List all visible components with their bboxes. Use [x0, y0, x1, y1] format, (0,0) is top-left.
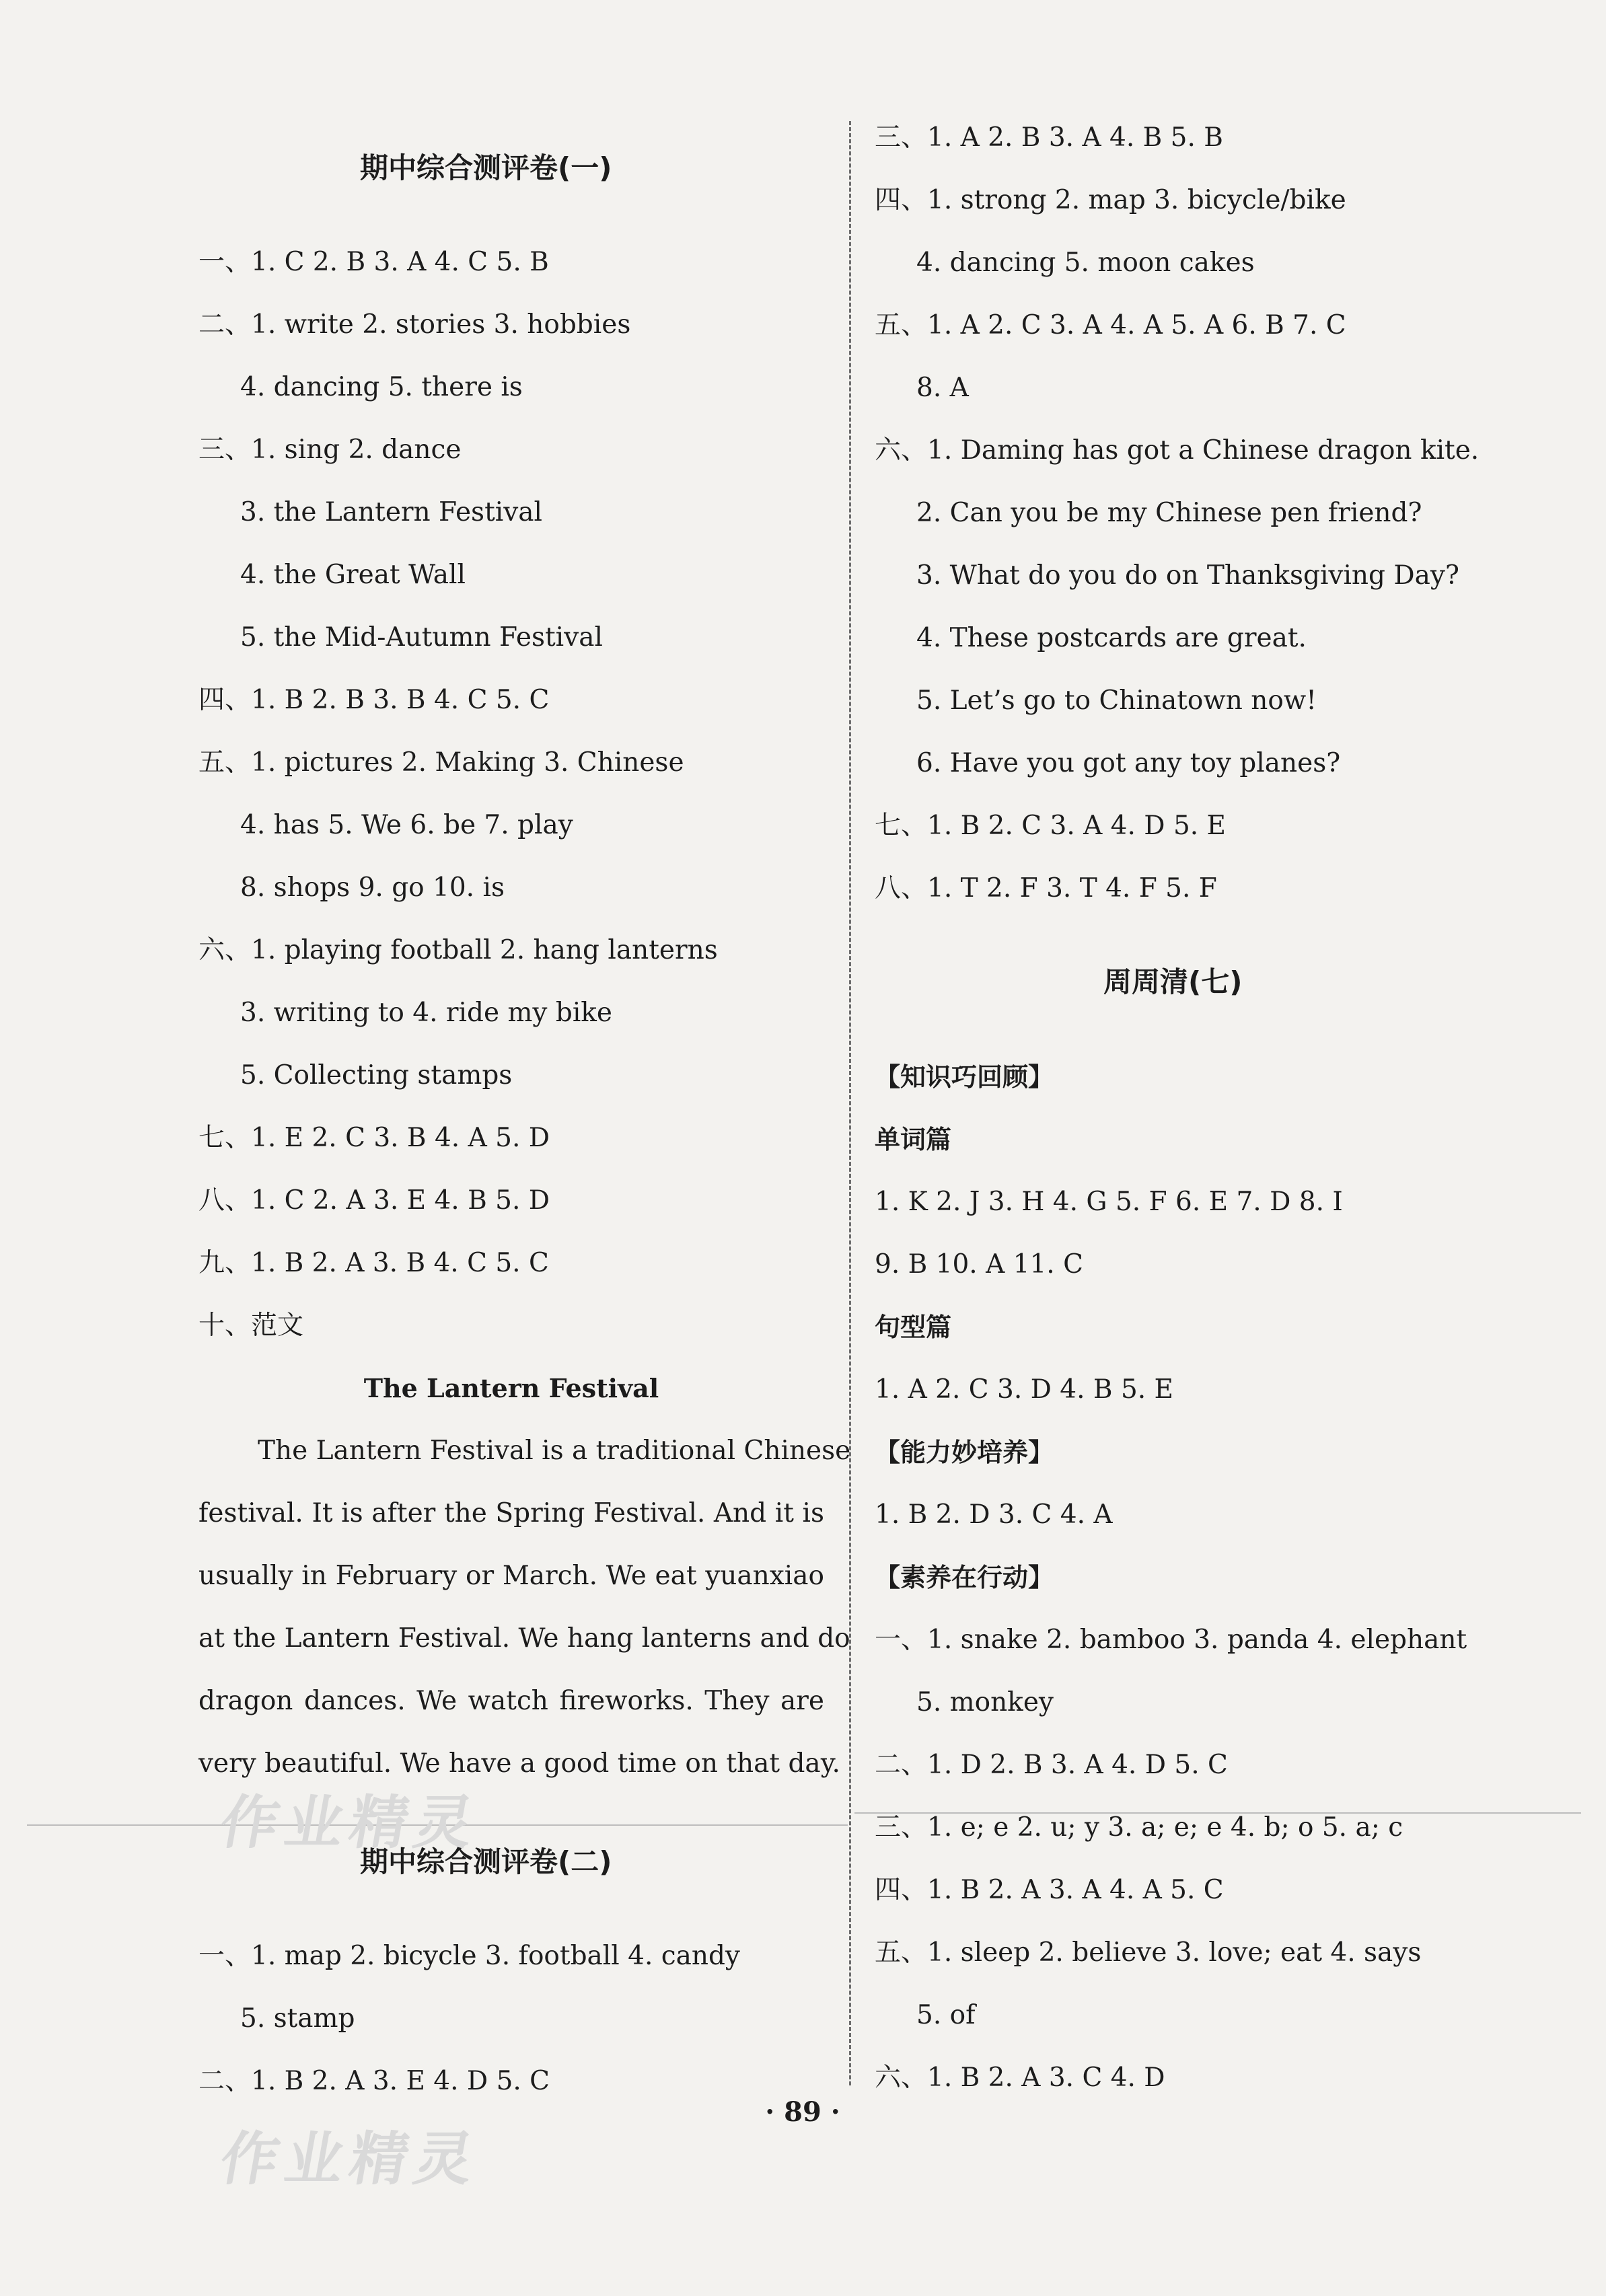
answer-line: 五、1. sleep 2. believe 3. love; eat 4. says	[875, 1937, 1422, 1968]
answer-line: 4. These postcards are great.	[916, 623, 1307, 653]
answer-line: 四、1. strong 2. map 3. bicycle/bike	[875, 185, 1346, 215]
answer-line: 八、1. C 2. A 3. E 4. B 5. D	[198, 1185, 550, 1216]
answer-line: 一、1. map 2. bicycle 3. football 4. candy	[198, 1941, 740, 1971]
answer-line: 四、1. B 2. A 3. A 4. A 5. C	[875, 1875, 1224, 1905]
answer-line: 二、1. B 2. A 3. E 4. D 5. C	[198, 2066, 550, 2096]
answer-line: 七、1. B 2. C 3. A 4. D 5. E	[875, 811, 1227, 841]
answer-line: 二、1. D 2. B 3. A 4. D 5. C	[875, 1750, 1228, 1780]
essay-line: The Lantern Festival is a traditional Chinese	[258, 1436, 851, 1466]
answer-line: 七、1. E 2. C 3. B 4. A 5. D	[198, 1123, 550, 1153]
answer-line: 二、1. write 2. stories 3. hobbies	[198, 309, 631, 340]
answer-line: 5. of	[916, 2000, 976, 2030]
answer-line: 四、1. B 2. B 3. B 4. C 5. C	[198, 685, 550, 715]
page-number	[735, 2094, 870, 2131]
answer-line: 三、1. A 2. B 3. A 4. B 5. B	[875, 122, 1223, 153]
answer-line: 五、1. pictures 2. Making 3. Chinese	[198, 747, 684, 778]
essay-title: The Lantern Festival	[363, 1373, 659, 1403]
answer-line: 5. Let’s go to Chinatown now!	[916, 686, 1317, 716]
section-title-midterm-1: 期中综合测评卷(一)	[360, 151, 612, 184]
watermark: 作业精灵	[215, 2126, 486, 2193]
subheading-ability: 【能力妙培养】	[875, 1438, 1054, 1467]
subheading-sentences: 句型篇	[875, 1312, 952, 1342]
essay-line: usually in February or March. We eat yuanxiao	[198, 1561, 824, 1591]
essay-line: very beautiful. We have a good time on that day.	[198, 1748, 840, 1779]
answer-line: 4. the Great Wall	[240, 560, 466, 590]
answer-line: 3. the Lantern Festival	[240, 497, 542, 527]
answer-line: 5. the Mid-Autumn Festival	[240, 622, 603, 653]
column-divider	[849, 121, 851, 2085]
essay-line: festival. It is after the Spring Festival. And it is	[198, 1498, 824, 1528]
answer-line: 1. K 2. J 3. H 4. G 5. F 6. E 7. D 8. I	[875, 1187, 1343, 1217]
answer-line: 六、1. B 2. A 3. C 4. D	[875, 2063, 1165, 2093]
answer-line: 8. A	[916, 373, 969, 403]
subheading-words: 单词篇	[875, 1125, 952, 1154]
answer-line: 1. A 2. C 3. D 4. B 5. E	[875, 1374, 1174, 1405]
answer-line: 4. dancing 5. moon cakes	[916, 248, 1255, 278]
answer-line: 八、1. T 2. F 3. T 4. F 5. F	[875, 873, 1217, 903]
answer-line: 十、范文	[198, 1310, 304, 1341]
answer-line: 1. B 2. D 3. C 4. A	[875, 1499, 1113, 1530]
answer-line: 九、1. B 2. A 3. B 4. C 5. C	[198, 1248, 549, 1278]
answer-line: 8. shops 9. go 10. is	[240, 873, 505, 903]
answer-line: 3. What do you do on Thanksgiving Day?	[916, 560, 1459, 591]
answer-line: 4. has 5. We 6. be 7. play	[240, 810, 573, 840]
subheading-literacy-action: 【素养在行动】	[875, 1563, 1054, 1592]
answer-line: 一、1. snake 2. bamboo 3. panda 4. elephant	[875, 1625, 1467, 1655]
answer-line: 5. stamp	[240, 2003, 355, 2034]
answer-line: 9. B 10. A 11. C	[875, 1249, 1083, 1280]
answer-line: 6. Have you got any toy planes?	[916, 748, 1341, 778]
answer-line: 4. dancing 5. there is	[240, 372, 523, 402]
answer-line: 六、1. Daming has got a Chinese dragon kite.	[875, 435, 1480, 466]
answer-line: 5. monkey	[916, 1687, 1054, 1717]
page-number-value: 89	[784, 2096, 822, 2128]
subheading-knowledge-review: 【知识巧回顾】	[875, 1062, 1054, 1092]
watermark: 作业精灵	[215, 1789, 486, 1857]
answer-line: 一、1. C 2. B 3. A 4. C 5. B	[198, 247, 549, 277]
answer-line: 2. Can you be my Chinese pen friend?	[916, 498, 1422, 528]
answer-line: 三、1. e; e 2. u; y 3. a; e; e 4. b; o 5. a; c	[875, 1812, 1403, 1843]
answer-line: 5. Collecting stamps	[240, 1060, 513, 1090]
answer-line: 五、1. A 2. C 3. A 4. A 5. A 6. B 7. C	[875, 310, 1346, 340]
answer-line: 六、1. playing football 2. hang lanterns	[198, 935, 718, 965]
page-number-dot: ·	[830, 2096, 840, 2128]
section-title-weekly-7: 周周清(七)	[1103, 965, 1243, 998]
page-number-dot: ·	[765, 2096, 775, 2128]
answer-line: 3. writing to 4. ride my bike	[240, 998, 613, 1028]
section-title-midterm-2: 期中综合测评卷(二)	[360, 1845, 612, 1878]
essay-line: dragon dances. We watch fireworks. They are	[198, 1686, 824, 1716]
essay-line: at the Lantern Festival. We hang lanterns and do	[198, 1623, 850, 1654]
answer-line: 三、1. sing 2. dance	[198, 435, 462, 465]
